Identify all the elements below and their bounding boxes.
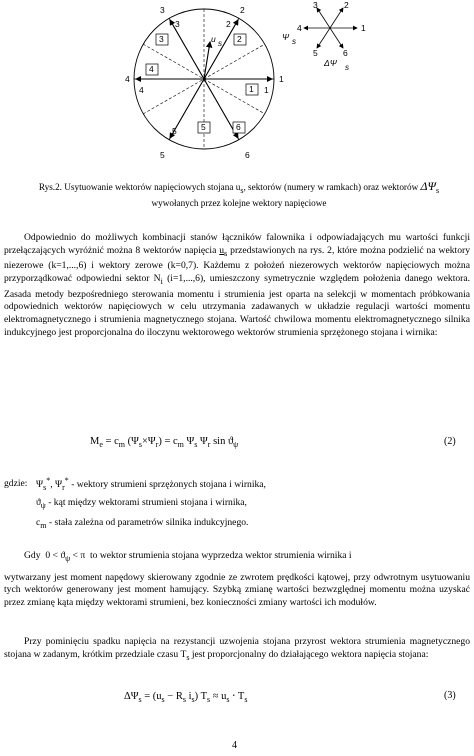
where-line-3: $c_m$ - stała zależna od parametrów silnika indukcyjnego. <box>36 517 249 530</box>
vector-label: 2 <box>226 19 231 29</box>
where-line-1: $\Psi_s^*$, $\Psi_r^*$ - wektory strumieni sprzężonych stojana i wirnika, <box>36 476 266 493</box>
svg-text:s: s <box>292 37 296 46</box>
sector-number: 6 <box>236 122 241 132</box>
outer-number: 1 <box>279 74 284 84</box>
outer-number: 4 <box>125 74 130 84</box>
sector-number: 1 <box>249 84 254 94</box>
svg-text:s: s <box>345 63 349 72</box>
paragraph-3: Przy pominięciu spadku napięcia na rezystancji uzwojenia stojana przyrost wektora strumienia magnetycznego stojana w zadanym, krótkim przedziale czasu $T_s$ jest proporcjonalny do działającego wektora napięcia stojana: <box>4 636 470 662</box>
paragraph-2: Gdy $0 < ϑ_\psi < \pi$ to wektor strumienia stojana wyprzedza wektor strumienia wirnika i wytwarzany jest moment napędowy skierowany zgodnie ze zwrotem prędkości kątowej, przy odwrotnym usytuowaniu tych wektorów generowany jest moment hamujący. Szybką zmianę wartości bezwzględnej momentu można uzyskać przez zmianę kąta między wektorami strumieni, bez konieczności zmiany wartości ich modułów. <box>4 550 470 609</box>
svg-text:3: 3 <box>313 0 318 10</box>
svg-text:6: 6 <box>343 48 348 58</box>
figure-caption: Rys.2. Usytuowanie wektorów napięciowych stojana $u_s$, sektorów (numery w ramkach) oraz wektorów $\Delta\Psi_s$ wywołanych przez kolejne wektory napięciowe <box>38 179 440 208</box>
delta-psi-star <box>304 8 357 48</box>
where-line-2: $ϑ_\psi$ - kąt między wektorami strumieni stojana i wirnika, <box>36 497 247 510</box>
svg-text:4: 4 <box>297 23 302 33</box>
outer-number: 6 <box>245 150 250 160</box>
svg-text:2: 2 <box>344 0 349 10</box>
vector-label: 1 <box>264 85 269 95</box>
paragraph-1: Odpowiednio do możliwych kombinacji stanów łączników falownika i odpowiadających mu wartości funkcji przełączających wyróżnić można 8 wektorów napięcia $u_s$ przedstawionych na rys. 2, które można podzielić na wektory niezerowe (k=1,...,6) i wektory zerowe (k=0,7). Każdemu z położeń niezerowych wektorów napięciowych można przyporządkować odpowiedni sektor $N_i$ (i=1,...,6), umieszczony symetrycznie względem położenia danego wektora. Zasada metody bezpośredniego sterowania momentu i strumienia jest oparta na selekcji w momentach próbkowania odpowiednich wektorów napięciowych w celu utrzymania zadawanych w układzie regulacji wartości momentu elektromagnetycznego i strumienia magnetycznego stojana. Wartość chwilowa momentu elektromagnetycznego silnika indukcyjnego jest proporcjonalna do iloczynu wektorowego wektorów strumienia sprzężonego stojana i wirnika: <box>4 232 471 338</box>
outer-number: 2 <box>240 5 245 15</box>
vector-label: 4 <box>139 85 144 95</box>
equation-3: $\Delta\Psi_s = (u_s - R_s$ $i_s$) $T_s \approx u_s \cdot T_s$ <box>124 691 248 705</box>
equation-3-number: (3) <box>444 690 456 701</box>
page-number: 4 <box>232 740 237 751</box>
outer-number: 3 <box>160 5 165 15</box>
svg-text:5: 5 <box>313 48 318 58</box>
sector-number: 5 <box>201 122 206 132</box>
where-label: gdzie: <box>4 478 28 489</box>
equation-2: $M_e = c_m$ $(\Psi_s\times\Psi_r) = c_m$ $\Psi_s$ $\Psi_r$ $\sin ϑ_\psi$ <box>90 436 239 450</box>
psi-symbol: Ψ <box>282 32 290 42</box>
sector-number: 3 <box>159 34 164 44</box>
svg-text:s: s <box>218 39 222 48</box>
sector-number: 2 <box>237 34 242 44</box>
voltage-vector-figure <box>0 0 474 178</box>
delta-psi-symbol: ΔΨ <box>324 58 337 68</box>
vector-label: 3 <box>175 19 180 29</box>
vector-label: 5 <box>172 126 177 136</box>
equation-2-number: (2) <box>444 436 456 447</box>
outer-number: 5 <box>160 150 165 160</box>
us-symbol: u <box>211 34 216 44</box>
svg-text:1: 1 <box>361 23 366 33</box>
sector-number: 4 <box>149 64 154 74</box>
